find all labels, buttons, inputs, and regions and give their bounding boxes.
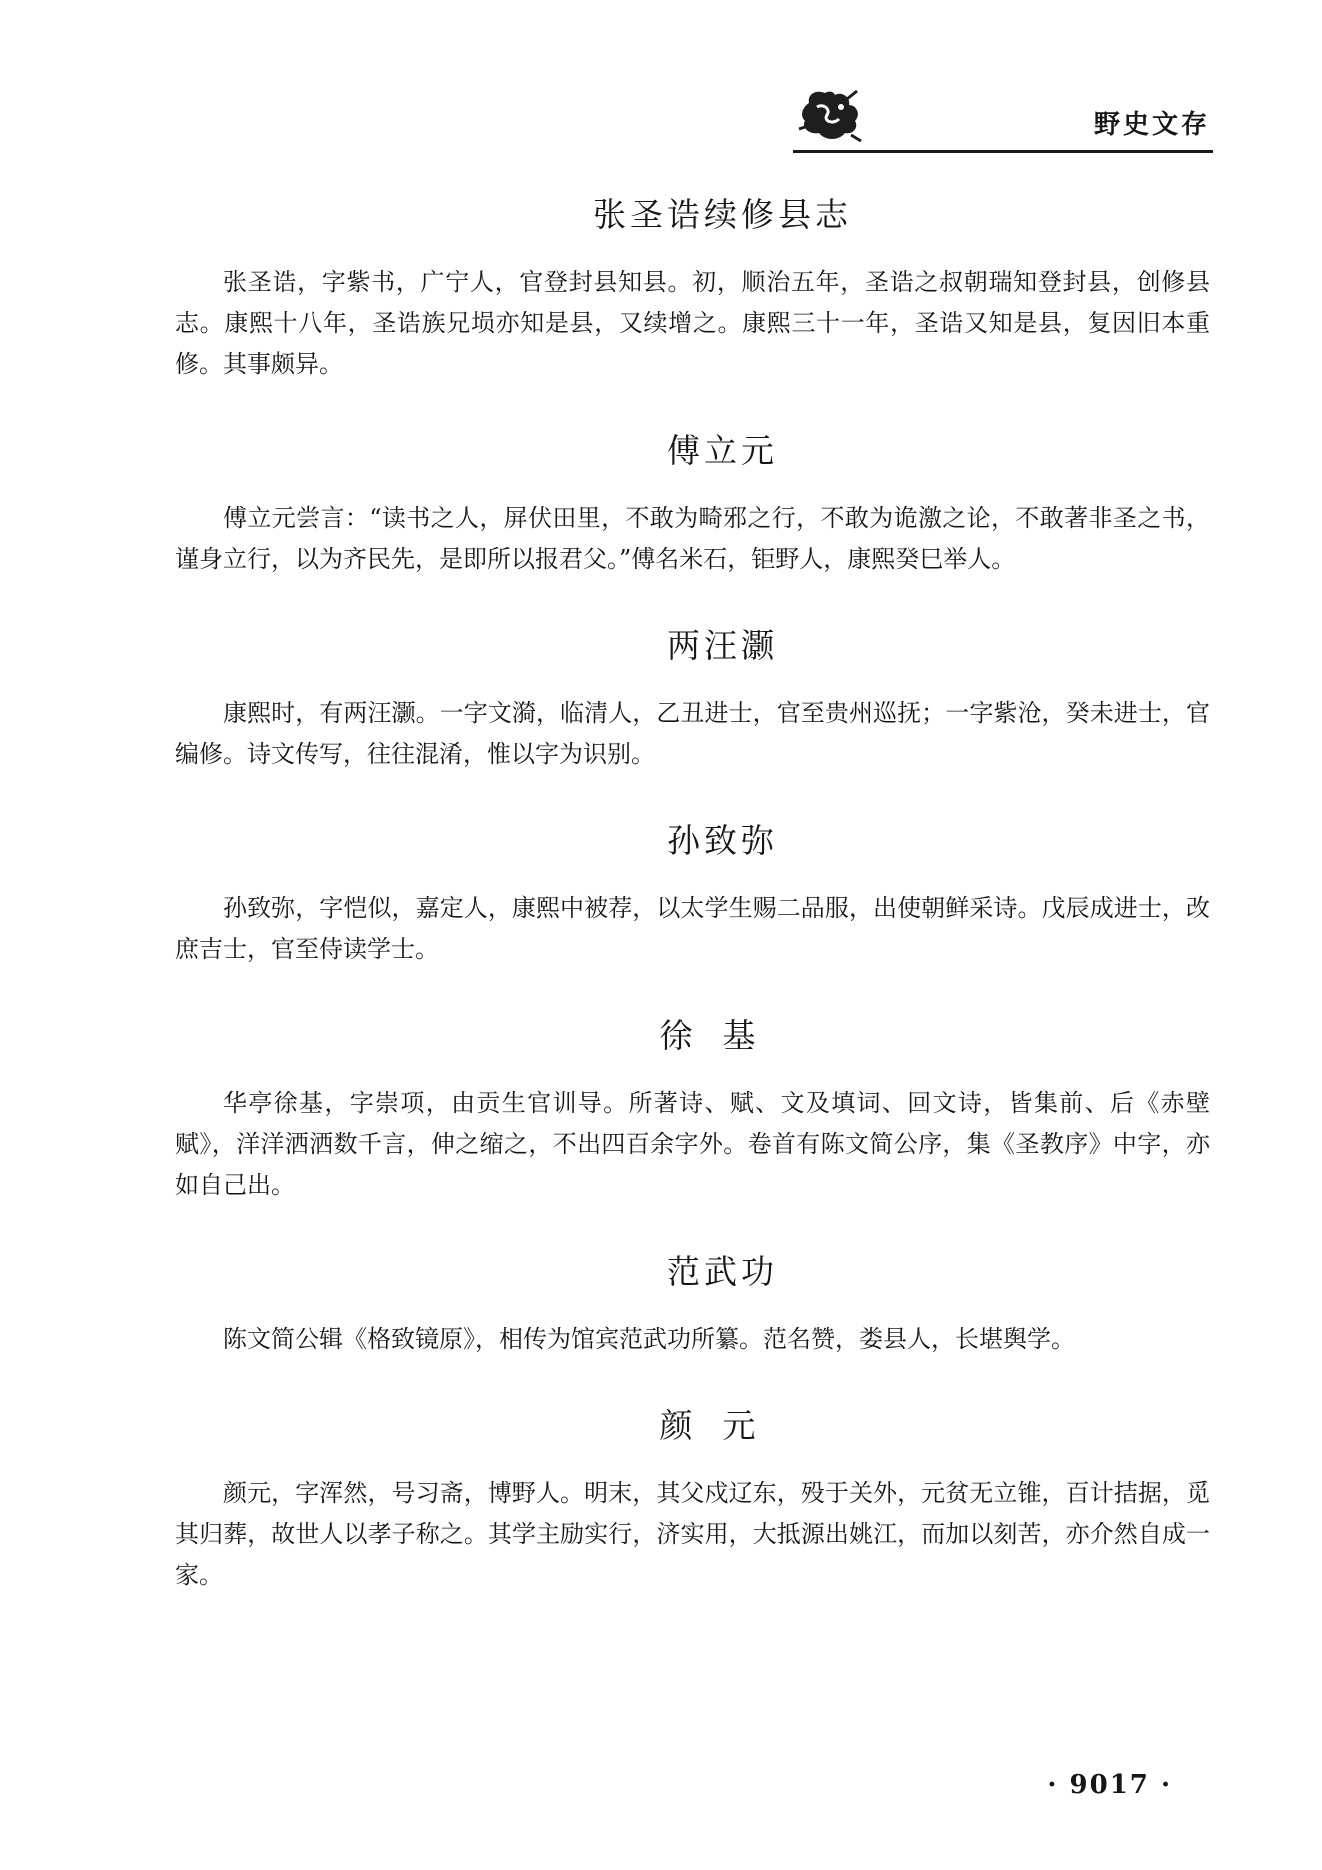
section-title: 两汪灏: [667, 626, 778, 665]
section-sun-zhimi: [175, 811, 1210, 970]
section-yan-yuan: [175, 1396, 1210, 1596]
header-rule: [793, 150, 1213, 153]
section-liang-wanghao: [175, 616, 1210, 775]
section-zhang-shenggao: [175, 185, 1210, 385]
section-body: 孙致弥，字恺似，嘉定人，康熙中被荐，以太学生赐二品服，出使朝鲜采诗。戊辰成进士，改庶吉士，官至侍读学士。: [175, 894, 1210, 963]
section-body: 陈文简公辑《格致镜原》，相传为馆宾范武功所纂。范名赞，娄县人，长堪舆学。: [223, 1325, 1075, 1353]
section-xu-ji: [175, 1006, 1210, 1206]
running-header-title: 野史文存: [1093, 110, 1210, 140]
section-title: 颜元: [659, 1406, 786, 1445]
section-title: 傅立元: [667, 431, 778, 470]
section-body: 张圣诰，字紫书，广宁人，官登封县知县。初，顺治五年，圣诰之叔朝瑞知登封县，创修县志。康熙十八年，圣诰族兄埙亦知是县，又续增之。康熙三十一年，圣诰又知是县，复因旧本重修。其事颇异。: [175, 268, 1210, 378]
section-title: 徐基: [659, 1016, 786, 1055]
section-title: 张圣诰续修县志: [593, 195, 852, 234]
dragon-icon: [795, 85, 863, 145]
section-body: 颜元，字浑然，号习斋，博野人。明末，其父戍辽东，殁于关外，元贫无立锥，百计拮据，觅其归葬，故世人以孝子称之。其学主励实行，济实用，大抵源出姚江，而加以刻苦，亦介然自成一家。: [175, 1479, 1210, 1589]
section-fu-liyuan: [175, 421, 1210, 580]
section-body: 华亭徐基，字崇项，由贡生官训导。所著诗、赋、文及填词、回文诗，皆集前、后《赤壁赋》，洋洋洒洒数千言，伸之缩之，不出四百余字外。卷首有陈文简公序，集《圣教序》中字，亦如自己出。: [175, 1089, 1210, 1199]
section-title: 孙致弥: [667, 821, 778, 860]
page-number: · 9017 ·: [1047, 1770, 1172, 1800]
section-title: 范武功: [667, 1252, 778, 1291]
section-body: 康熙时，有两汪灏。一字文漪，临清人，乙丑进士，官至贵州巡抚；一字紫沧，癸未进士，官编修。诗文传写，往往混淆，惟以字为识别。: [175, 699, 1210, 768]
section-body: 傅立元尝言：“读书之人，屏伏田里，不敢为畸邪之行，不敢为诡激之论，不敢著非圣之书，谨身立行，以为齐民先，是即所以报君父。”傅名米石，钜野人，康熙癸巳举人。: [175, 504, 1210, 573]
section-fan-wugong: [175, 1242, 1210, 1360]
article-content: [175, 185, 1210, 1632]
